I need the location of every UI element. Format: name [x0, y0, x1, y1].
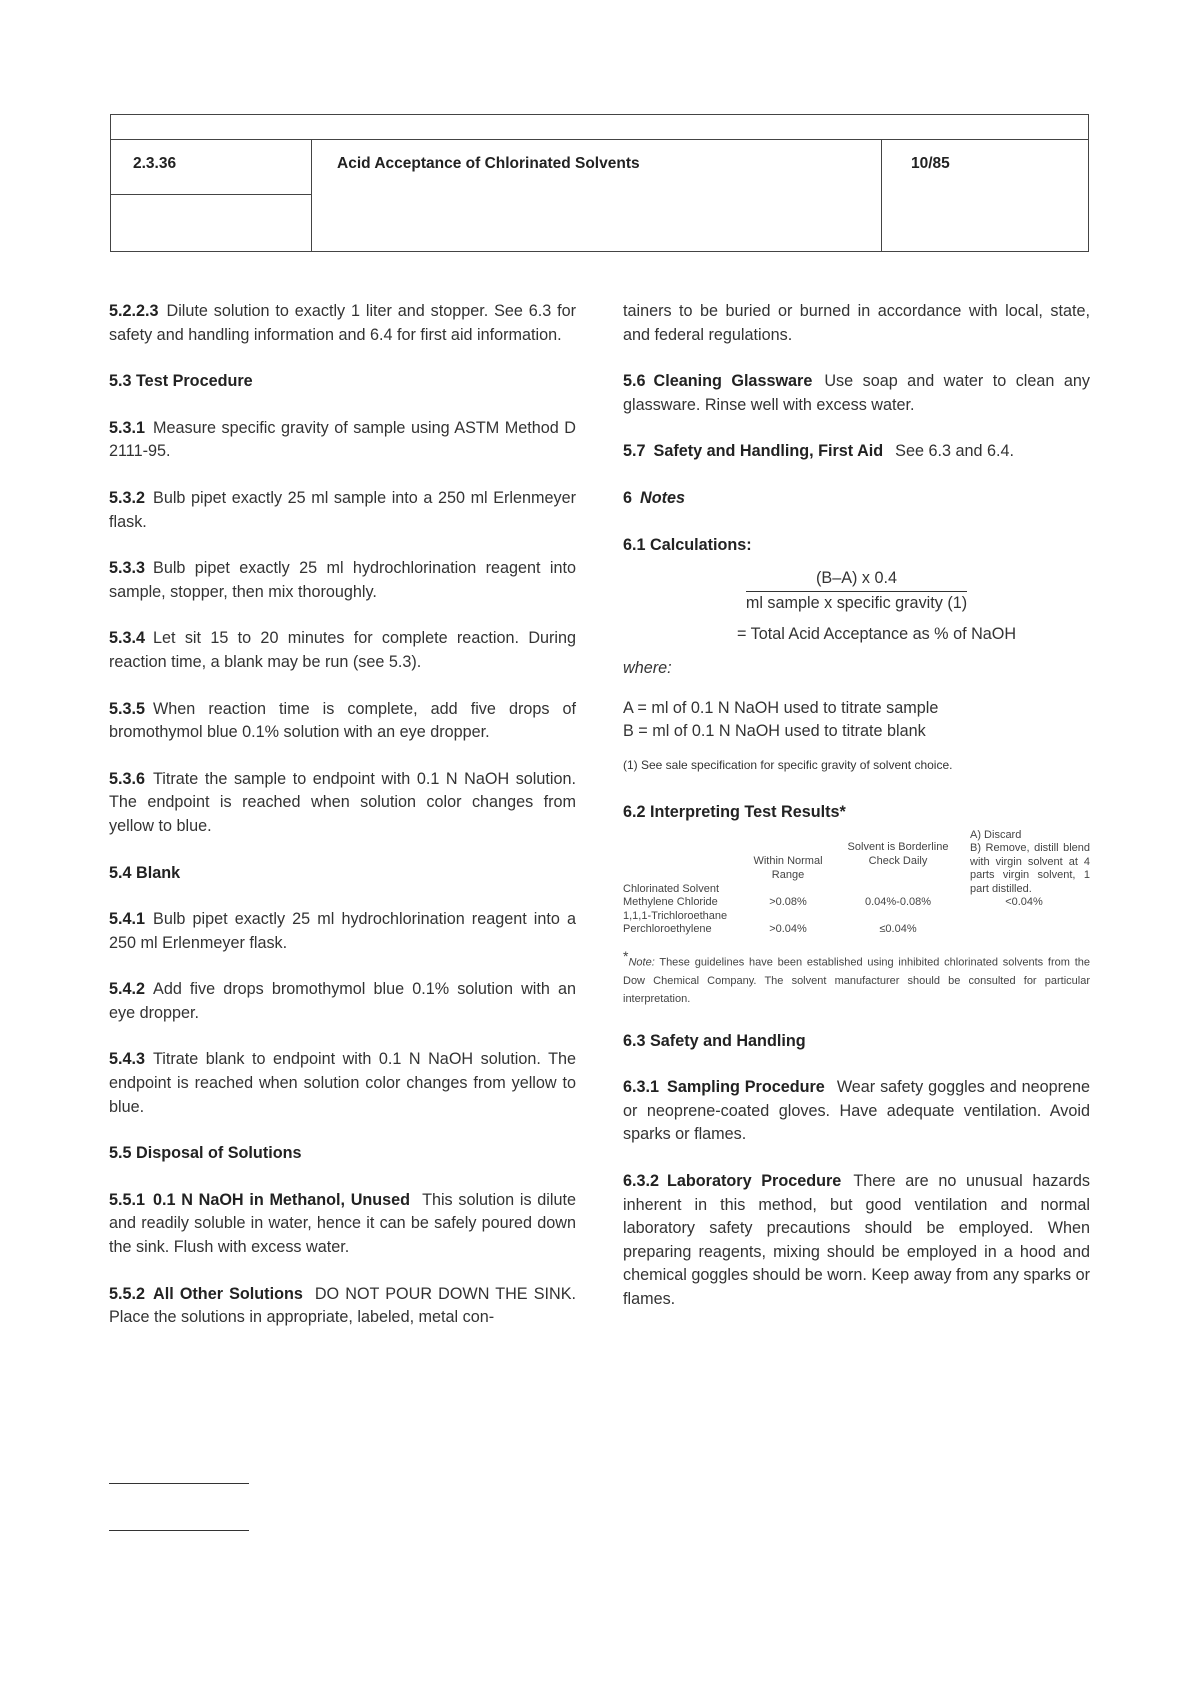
paragraph-text: Add five drops bromothymol blue 0.1% solution with an eye dropper. [109, 980, 576, 1022]
column-header: Within Normal Range [753, 855, 823, 881]
table-row [623, 923, 1090, 937]
divider [111, 194, 311, 195]
section-number: 5.6 [623, 372, 646, 391]
paragraph-title: Safety and Handling, First Aid [653, 442, 884, 461]
table-cell: <0.04% [1005, 896, 1043, 909]
column-header-actions [958, 829, 1090, 897]
action-discard: A) Discard [970, 828, 1022, 841]
footnote: (1) See sale specification for specific gravity of solvent choice. [623, 757, 953, 772]
paragraph-5-4-1 [109, 908, 576, 955]
where-label: where: [623, 658, 672, 677]
table-cell: >0.08% [769, 896, 807, 909]
paragraph-text: Wear safety goggles and neoprene or neoprene-coated gloves. Have adequate ventilation. Avoid sparks or flames. [623, 1078, 1090, 1144]
paragraph-5-5-1 [109, 1189, 576, 1260]
paragraph-text: Measure specific gravity of sample using ASTM Method D 2111-95. [109, 418, 576, 461]
paragraph-5-4-3 [109, 1048, 576, 1119]
paragraph-text: Use soap and water to clean any glassware. Rinse well with excess water. [623, 372, 1090, 414]
section-number: 5.3.4 [109, 629, 146, 648]
paragraph-text: Let sit 15 to 20 minutes for complete reaction. During reaction time, a blank may be run (see 5.3). [109, 629, 576, 671]
paragraph-title: 0.1 N NaOH in Methanol, Unused [153, 1190, 411, 1209]
footer-rule [109, 1530, 249, 1531]
heading-6-1: 6.1 Calculations: [623, 535, 752, 554]
section-number: 5.3.3 [109, 559, 146, 578]
divider [881, 139, 882, 251]
paragraph-5-3-3 [109, 557, 576, 604]
heading-6-3: 6.3 Safety and Handling [623, 1031, 806, 1050]
heading-text: Notes [640, 488, 685, 507]
heading-6-2: 6.2 Interpreting Test Results* [623, 803, 846, 822]
paragraph-title: Cleaning Glassware [653, 372, 813, 391]
method-number: 2.3.36 [133, 155, 177, 172]
note-label: Note: [628, 956, 655, 969]
paragraph-text: This solution is dilute and readily soluble in water, hence it can be safely poured down the sink. Flush with excess water. [109, 1190, 576, 1257]
heading-6 [623, 487, 1090, 511]
heading-5-5: 5.5 Disposal of Solutions [109, 1144, 302, 1163]
paragraph-title: All Other Solutions [153, 1284, 303, 1303]
paragraph-title: Laboratory Procedure [667, 1171, 842, 1190]
note-text: These guidelines have been established using inhibited chlorinated solvents from the Dow Chemical Company. The solvent manufacturer should be consulted for particular interpretation. [623, 956, 1090, 1005]
table-cell: Perchloroethylene [623, 923, 712, 936]
table-cell: ≤0.04% [879, 923, 917, 936]
footer-rule [109, 1483, 249, 1484]
paragraph-5-2-2-3 [109, 300, 576, 347]
table-cell: Methylene Chloride 1,1,1-Trichloroethane [623, 896, 728, 922]
variable-b: B = ml of 0.1 N NaOH used to titrate blank [623, 722, 926, 741]
column-header: Chlorinated Solvent [623, 882, 720, 895]
paragraph-text: Titrate the sample to endpoint with 0.1 N NaOH solution. The endpoint is reached when solution color changes from yellow to blue. [109, 769, 576, 835]
paragraph-5-5-2 [109, 1283, 576, 1330]
table-cell [958, 923, 1090, 937]
paragraph-text: When reaction time is complete, add five drops of bromothymol blue 0.1% solution with an eye dropper. [109, 699, 576, 742]
formula-result: = Total Acid Acceptance as % of NaOH [736, 625, 1017, 644]
variable-a: A = ml of 0.1 N NaOH used to titrate sample [623, 698, 939, 717]
section-number: 6.3.1 [623, 1078, 660, 1097]
paragraph-5-3-6 [109, 768, 576, 839]
section-number: 5.3.5 [109, 699, 146, 718]
paragraph-6-3-2 [623, 1170, 1090, 1312]
document-header-box [110, 114, 1089, 252]
section-number: 5.3.1 [109, 418, 146, 437]
table-cell: >0.04% [769, 923, 807, 936]
section-number: 5.5.2 [109, 1284, 146, 1303]
paragraph-5-3-5 [109, 698, 576, 745]
heading-5-3: 5.3 Test Procedure [109, 372, 253, 391]
section-number: 5.2.2.3 [109, 302, 159, 320]
formula-numerator: (B–A) x 0.4 [746, 567, 967, 592]
section-number: 5.4.3 [109, 1050, 146, 1069]
paragraph-continued: tainers to be buried or burned in accordance with local, state, and federal regulations. [623, 302, 1090, 344]
paragraph-text: See 6.3 and 6.4. [895, 442, 1014, 461]
paragraph-text: Bulb pipet exactly 25 ml sample into a 250 ml Erlenmeyer flask. [109, 488, 576, 531]
paragraph-5-3-4 [109, 627, 576, 674]
table-cell: 0.04%-0.08% [864, 896, 932, 909]
results-table [623, 829, 1090, 937]
table-row [623, 896, 1090, 923]
paragraph-5-7 [623, 440, 1090, 464]
paragraph-5-3-2 [109, 487, 576, 534]
action-remove: B) Remove, distill blend with virgin solvent at 4 parts virgin solvent, 1 part distilled. [970, 842, 1090, 895]
table-note: *Note: These guidelines have been established using inhibited chlorinated solvents from the Dow Chemical Company. The solvent manufacturer should be consulted for particular interpretation. [623, 947, 1090, 1005]
heading-5-4: 5.4 Blank [109, 863, 181, 882]
method-title: Acid Acceptance of Chlorinated Solvents [337, 155, 640, 172]
paragraph-text: DO NOT POUR DOWN THE SINK. Place the solutions in appropriate, labeled, metal con- [109, 1284, 576, 1327]
fraction [746, 567, 967, 615]
formula [623, 567, 1090, 615]
divider [111, 139, 1088, 140]
paragraph-title: Sampling Procedure [667, 1078, 825, 1097]
left-column [109, 300, 576, 1353]
method-date: 10/85 [911, 155, 950, 172]
formula-denominator: ml sample x specific gravity (1) [745, 593, 968, 612]
paragraph-6-3-1 [623, 1076, 1090, 1147]
table-header-row [623, 829, 1090, 897]
section-number: 5.5.1 [109, 1190, 146, 1209]
column-header: Solvent is Borderline Check Daily [847, 841, 949, 867]
section-number: 5.3.6 [109, 769, 146, 788]
paragraph-text: There are no unusual hazards inherent in this method, but good ventilation and normal laboratory safety precautions should be employed. When preparing reagents, mixing should be employed in a hood and chemical goggles should be worn. Keep away from any sparks or flames. [623, 1171, 1090, 1308]
paragraph-text: Bulb pipet exactly 25 ml hydrochlorination reagent into sample, stopper, then mix thoroughly. [109, 559, 576, 601]
section-number: 5.4.2 [109, 980, 146, 999]
section-number: 5.7 [623, 442, 646, 461]
section-number: 5.4.1 [109, 910, 146, 929]
paragraph-5-6 [623, 370, 1090, 417]
paragraph-5-4-2 [109, 978, 576, 1025]
section-number: 5.3.2 [109, 488, 146, 507]
paragraph-text: Bulb pipet exactly 25 ml hydrochlorination reagent into a 250 ml Erlenmeyer flask. [109, 910, 576, 952]
section-number: 6 [623, 488, 633, 507]
paragraph-text: Dilute solution to exactly 1 liter and stopper. See 6.3 for safety and handling information and 6.4 for first aid information. [109, 302, 576, 344]
paragraph-5-3-1 [109, 417, 576, 464]
paragraph-text: Titrate blank to endpoint with 0.1 N NaOH solution. The endpoint is reached when solution color changes from yellow to blue. [109, 1050, 576, 1116]
section-number: 6.3.2 [623, 1171, 660, 1190]
divider [311, 139, 312, 251]
right-column [623, 300, 1090, 1335]
